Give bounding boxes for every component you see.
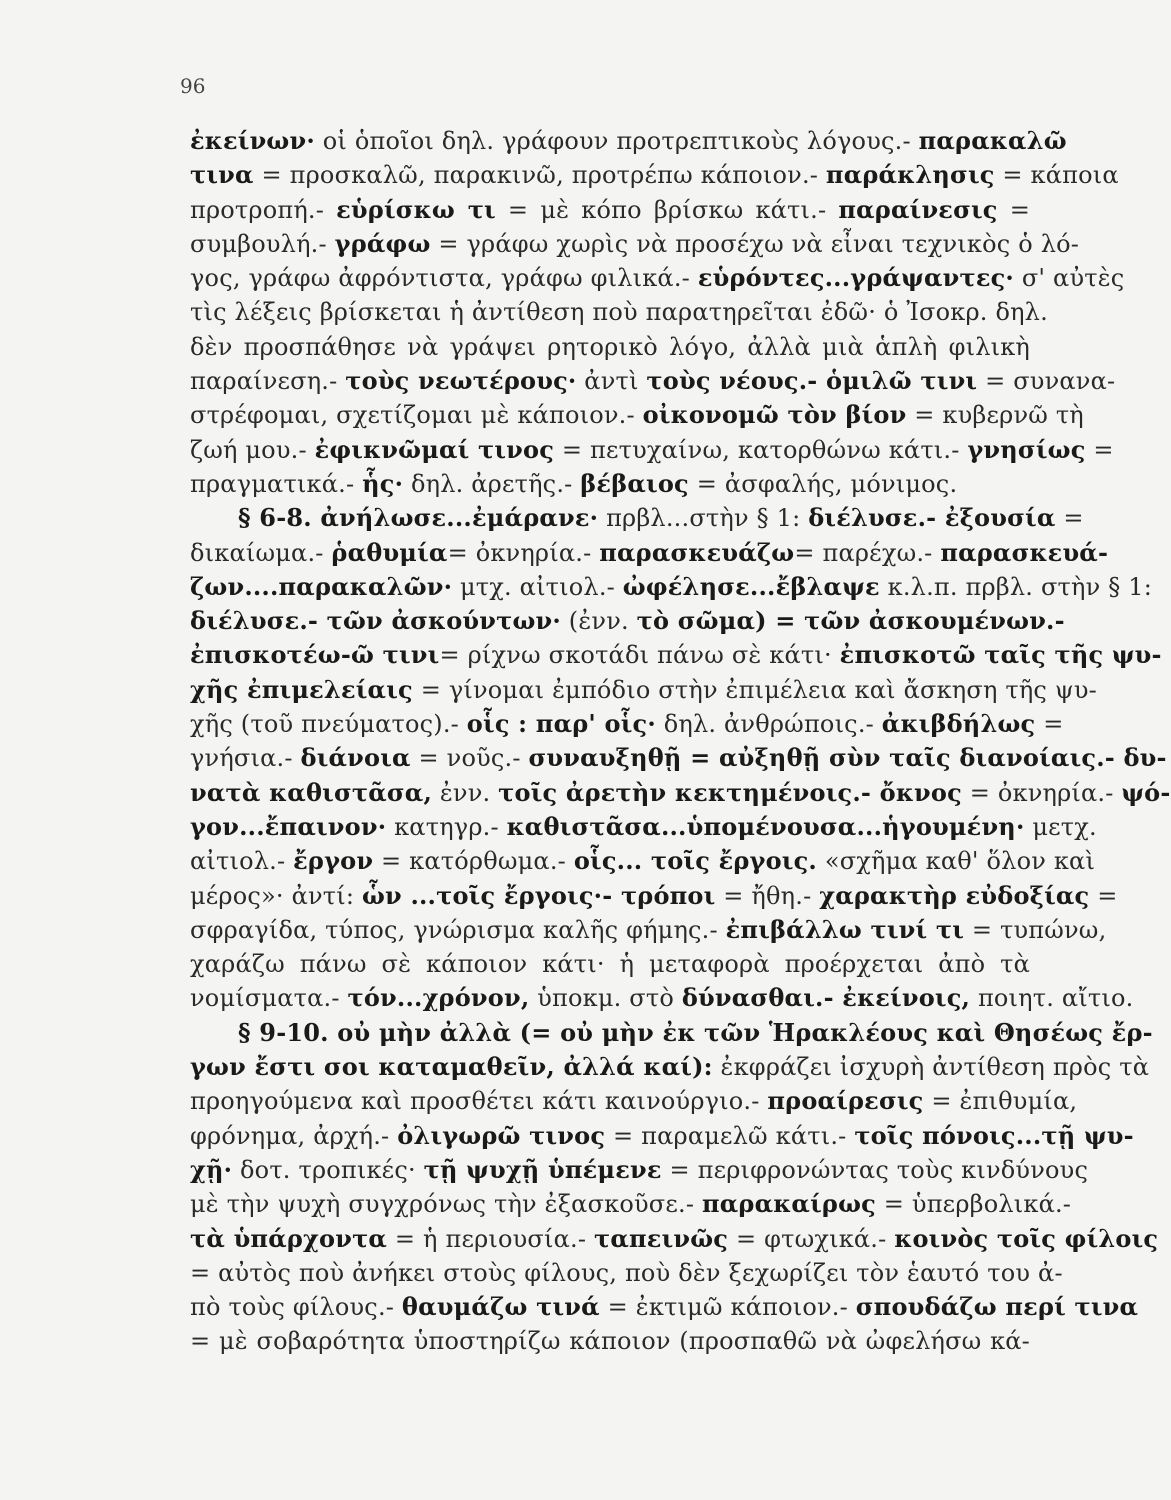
gloss-text: = γράφω χωρὶς νὰ προσέχω νὰ εἶναι τεχνικὸς ὁ λό- — [430, 229, 1080, 258]
lemma-term: συναυξηθῇ = αὐξηθῇ σὺν ταῖς διανοίαις.- δυ- — [528, 743, 1167, 773]
lemma-term: οἷς... τοῖς ἔργοις. — [573, 846, 817, 876]
lemma-term: τοῖς πόνοις...τῇ ψυ- — [854, 1120, 1134, 1150]
gloss-text: σ' αὐτὲς — [1014, 264, 1125, 293]
lemma-term: ὠφέλησε...ἔβλαψε — [622, 571, 880, 601]
text-line — [190, 1222, 1159, 1256]
lemma-term: τῇ ψυχῇ ὑπέμενε — [423, 1154, 662, 1184]
gloss-text: μετχ. — [1024, 812, 1097, 841]
gloss-text: = — [1055, 504, 1084, 533]
text-line — [190, 433, 1114, 467]
lemma-term: τοῖς ἀρετὴν κεκτημένοις.- ὄκνος — [498, 777, 962, 807]
lemma-term: ἐφικνῶμαί τινος — [314, 434, 555, 464]
gloss-text: αἰτιολ.- — [190, 847, 294, 876]
gloss-text: ἐκφράζει ἰσχυρὴ ἀντίθεση πρὸς τὰ — [712, 1053, 1150, 1082]
lemma-term: παραίνεσις — [838, 194, 998, 224]
gloss-text: = νοῦς.- — [410, 744, 529, 773]
text-line — [190, 638, 1162, 672]
lemma-term: § 9-10. οὐ μὴν ἀλλὰ (= οὐ μὴν ἐκ τῶν Ἡρακλέους καὶ Θησέως ἔρ- — [238, 1017, 1153, 1047]
gloss-text: γνήσια.- — [190, 744, 301, 773]
gloss-text: = γίνομαι ἐμπόδιο στὴν ἐπιμέλεια καὶ ἄσκηση τῆς ψυ- — [412, 675, 1097, 704]
gloss-text: = ὑπερβολικά.- — [875, 1190, 1072, 1219]
lemma-term: ἔργον — [293, 846, 374, 876]
lemma-term: παρακαλῶ — [918, 126, 1067, 155]
text-line — [190, 1187, 1072, 1221]
gloss-text: προτροπή.- — [190, 195, 337, 224]
gloss-text: = ἐπιθυμία, — [923, 1087, 1078, 1116]
gloss-text: τὶς λέξεις βρίσκεται ἡ ἀντίθεση ποὺ παρατηρεῖται ἐδῶ· ὁ Ἰσοκρ. δηλ. — [190, 298, 1048, 327]
lemma-term: κοινὸς τοῖς φίλοις — [894, 1223, 1159, 1253]
gloss-text: παραίνεση.- — [190, 367, 346, 396]
gloss-text: συμβουλή.- — [190, 229, 335, 258]
gloss-text: οἱ ὁποῖοι δηλ. γράφουν προτρεπτικοὺς λόγους.- — [314, 127, 919, 155]
lemma-term: τοὺς νέους.- ὁμιλῶ τινι — [646, 366, 978, 396]
gloss-text: πὸ τοὺς φίλους.- — [190, 1293, 402, 1322]
gloss-text: = συνανα- — [977, 367, 1116, 396]
gloss-text: = ὀκνηρία.- — [961, 778, 1122, 807]
gloss-text: (ἐνν. — [560, 607, 637, 636]
gloss-text: = — [1085, 435, 1114, 464]
text-line — [190, 536, 1109, 570]
lemma-term: οἰκονομῶ τὸν βίον — [642, 400, 907, 430]
lemma-term: παρασκευά- — [940, 537, 1109, 567]
text-line — [190, 364, 1116, 398]
gloss-text: προηγούμενα καὶ προσθέτει κάτι καινούργιο.- — [190, 1087, 768, 1116]
gloss-text: = ἤθη.- — [715, 881, 820, 910]
gloss-text: χῆς (τοῦ πνεύματος).- — [190, 710, 467, 739]
text-line — [190, 124, 1067, 158]
gloss-text: = κυβερνῶ τὴ — [906, 401, 1084, 430]
gloss-text: = μὲ σοβαρότητα ὑποστηρίζω κάποιον (προσπαθῶ νὰ ὠφελήσω κά- — [190, 1327, 1030, 1356]
gloss-text: μὲ τὴν ψυχὴ συγχρόνως τὴν ἐξασκοῦσε.- — [190, 1190, 702, 1219]
gloss-text: ἐνν. — [432, 778, 499, 807]
text-line — [190, 1016, 1153, 1050]
gloss-text: = κάποια — [994, 161, 1119, 190]
lemma-term: νατὰ καθιστᾶσα, — [190, 777, 433, 807]
text-line — [190, 844, 1096, 878]
lemma-term: χῆς ἐπιμελείαις — [190, 674, 413, 704]
gloss-text: = — [997, 195, 1031, 224]
gloss-text: δὲν προσπάθησε νὰ γράψει ρητορικὸ λόγο, ἀλλὰ μιὰ ἁπλὴ φιλικὴ — [190, 332, 1030, 361]
gloss-text: πραγματικά.- — [190, 469, 363, 498]
gloss-text: δοτ. τροπικές· — [232, 1155, 424, 1184]
gloss-text: = ρίχνω σκοτάδι πάνω σὲ κάτι· — [439, 641, 840, 670]
lemma-term: διέλυσε.- τῶν ἀσκούντων· — [190, 606, 561, 636]
gloss-text: σφραγίδα, τύπος, γνώρισμα καλῆς φήμης.- — [190, 915, 726, 944]
gloss-text: = πετυχαίνω, κατορθώνω κάτι.- — [554, 435, 968, 464]
lemma-term: ἐπισκοτῶ ταῖς τῆς ψυ- — [839, 640, 1162, 670]
lemma-term: ἀκιβδήλως — [881, 709, 1036, 739]
text-line — [190, 1290, 1139, 1324]
text-line — [190, 570, 1152, 604]
lemma-term: οἷς : παρ' οἷς· — [466, 709, 656, 739]
gloss-text: = φτωχικά.- — [728, 1224, 895, 1253]
lemma-term: γων ἔστι σοι καταμαθεῖν, ἀλλά καί): — [190, 1052, 713, 1082]
page-number: 96 — [180, 74, 206, 98]
text-line — [190, 947, 1030, 981]
lemma-term: ἐκείνων· — [190, 126, 315, 155]
gloss-text: ποιητ. αἴτιο. — [970, 984, 1134, 1013]
gloss-text: ἀντὶ — [576, 367, 647, 396]
gloss-text: μτχ. αἰτιολ.- — [452, 572, 623, 601]
text-line — [190, 501, 1084, 535]
lemma-term: γνησίως — [967, 434, 1086, 464]
text-line — [190, 913, 1107, 947]
gloss-text: = αὐτὸς ποὺ ἀνήκει στοὺς φίλους, ποὺ δὲν ξεχωρίζει τὸν ἑαυτό του ἀ- — [190, 1258, 1063, 1287]
lemma-term: σπουδάζω περί τινα — [855, 1292, 1139, 1322]
gloss-text: = κατόρθωμα.- — [373, 847, 574, 876]
text-line — [190, 981, 1134, 1015]
lemma-term: ἧς· — [362, 468, 404, 498]
text-line — [190, 227, 1080, 261]
text-line — [190, 707, 1064, 741]
text-line — [190, 1119, 1134, 1153]
lemma-term: τοὺς νεωτέρους· — [345, 366, 577, 396]
gloss-text: ὑποκμ. στὸ — [529, 984, 682, 1013]
lemma-term: διάνοια — [300, 743, 411, 773]
gloss-text: = μὲ κόπο βρίσκω κάτι.- — [495, 195, 839, 224]
lemma-term: ὧν ...τοῖς ἔργοις·- τρόποι — [361, 880, 716, 910]
gloss-text: κατηγρ.- — [386, 812, 507, 841]
lemma-term: χαρακτὴρ εὐδοξίας — [819, 880, 1090, 910]
gloss-text: = ἐκτιμῶ κάποιον.- — [599, 1293, 856, 1322]
gloss-text: δηλ. ἀρετῆς.- — [403, 469, 581, 498]
lemma-term: ταπεινῶς — [594, 1223, 729, 1253]
commentary-text — [190, 124, 1171, 1359]
text-line — [190, 879, 1118, 913]
gloss-text: = ὀκνηρία.- — [447, 538, 600, 567]
gloss-text: πρβλ...στὴν § 1: — [598, 504, 809, 533]
lemma-term: διέλυσε.- ἐξουσία — [808, 503, 1056, 533]
gloss-text: γος, γράφω ἀφρόντιστα, γράφω φιλικά.- — [190, 264, 698, 293]
gloss-text: νομίσματα.- — [190, 984, 348, 1013]
text-line — [190, 295, 1048, 329]
gloss-text: φρόνημα, ἀρχή.- — [190, 1121, 398, 1150]
text-line — [190, 776, 1171, 810]
gloss-text: ζωή μου.- — [190, 435, 315, 464]
text-line — [190, 158, 1119, 192]
lemma-term: εὑρόντες...γράψαντες· — [697, 263, 1014, 293]
text-line — [190, 467, 1030, 501]
lemma-term: παρακαίρως — [701, 1189, 876, 1219]
gloss-text: = τυπώνω, — [964, 915, 1107, 944]
gloss-text: = — [1089, 881, 1118, 910]
lemma-term: παράκλησις — [825, 160, 995, 190]
text-line — [190, 1050, 1150, 1084]
text-line — [190, 1324, 1030, 1358]
gloss-text: χαράζω πάνω σὲ κάποιον κάτι· ἡ μεταφορὰ προέρχεται ἀπὸ τὰ — [190, 950, 1030, 979]
lemma-term: καθιστᾶσα...ὑπομένουσα...ἡγουμένη· — [506, 811, 1025, 841]
text-line — [190, 673, 1097, 707]
lemma-term: ἐπιβάλλω τινί τι — [725, 914, 965, 944]
gloss-text: = — [1035, 710, 1064, 739]
gloss-text: = παρέχω.- — [794, 538, 941, 567]
gloss-text: στρέφομαι, σχετίζομαι μὲ κάποιον.- — [190, 401, 643, 430]
lemma-term: τὰ ὑπάρχοντα — [190, 1223, 388, 1253]
text-line — [190, 810, 1097, 844]
text-line — [190, 193, 1030, 227]
gloss-text: = ἀσφαλής, μόνιμος. — [688, 469, 958, 498]
gloss-text: «σχῆμα καθ' ὅλον καὶ — [817, 847, 1096, 876]
lemma-term: προαίρεσις — [767, 1086, 924, 1116]
gloss-text: δηλ. ἀνθρώποις.- — [655, 710, 882, 739]
text-line — [190, 261, 1125, 295]
gloss-text: μέρος»· ἀντί: — [190, 881, 362, 910]
text-line — [190, 330, 1030, 364]
gloss-text: = περιφρονώντας τοὺς κινδύνους — [661, 1155, 1089, 1184]
text-line — [190, 741, 1167, 775]
lemma-term: ἐπισκοτέω-ῶ τινι — [190, 640, 440, 670]
lemma-term: γον...ἔπαινον· — [190, 811, 387, 841]
lemma-term: ὀλιγωρῶ τινος — [397, 1120, 606, 1150]
lemma-term: παρασκευάζω — [599, 537, 795, 567]
text-line — [190, 1256, 1063, 1290]
gloss-text: = παραμελῶ κάτι.- — [605, 1121, 855, 1150]
lemma-term: εὑρίσκω τι — [336, 194, 496, 224]
lemma-term: γράφω — [334, 228, 431, 258]
lemma-term: ψό- — [1121, 777, 1171, 807]
text-line — [190, 604, 1065, 638]
gloss-text: = προσκαλῶ, παρακινῶ, προτρέπω κάποιον.- — [253, 161, 826, 190]
lemma-term: τὸ σῶμα) = τῶν ἀσκουμένων.- — [636, 606, 1065, 636]
lemma-term: § 6-8. ἀνήλωσε...ἐμάρανε· — [238, 503, 599, 533]
text-line — [190, 1084, 1078, 1118]
gloss-text: δικαίωμα.- — [190, 538, 332, 567]
lemma-term: τινα — [190, 160, 254, 190]
text-line — [190, 398, 1084, 432]
gloss-text: = ἡ περιουσία.- — [387, 1224, 595, 1253]
gloss-text: κ.λ.π. πρβλ. στὴν § 1: — [879, 572, 1152, 601]
lemma-term: δύνασθαι.- ἐκείνοις, — [681, 983, 971, 1013]
lemma-term: τόν...χρόνον, — [347, 983, 530, 1013]
lemma-term: θαυμάζω τινά — [401, 1292, 600, 1322]
lemma-term: ῥαθυμία — [331, 537, 448, 567]
lemma-term: ζων....παρακαλῶν· — [190, 571, 453, 601]
lemma-term: βέβαιος — [580, 468, 689, 498]
lemma-term: χῇ· — [190, 1154, 233, 1184]
text-line — [190, 1153, 1089, 1187]
